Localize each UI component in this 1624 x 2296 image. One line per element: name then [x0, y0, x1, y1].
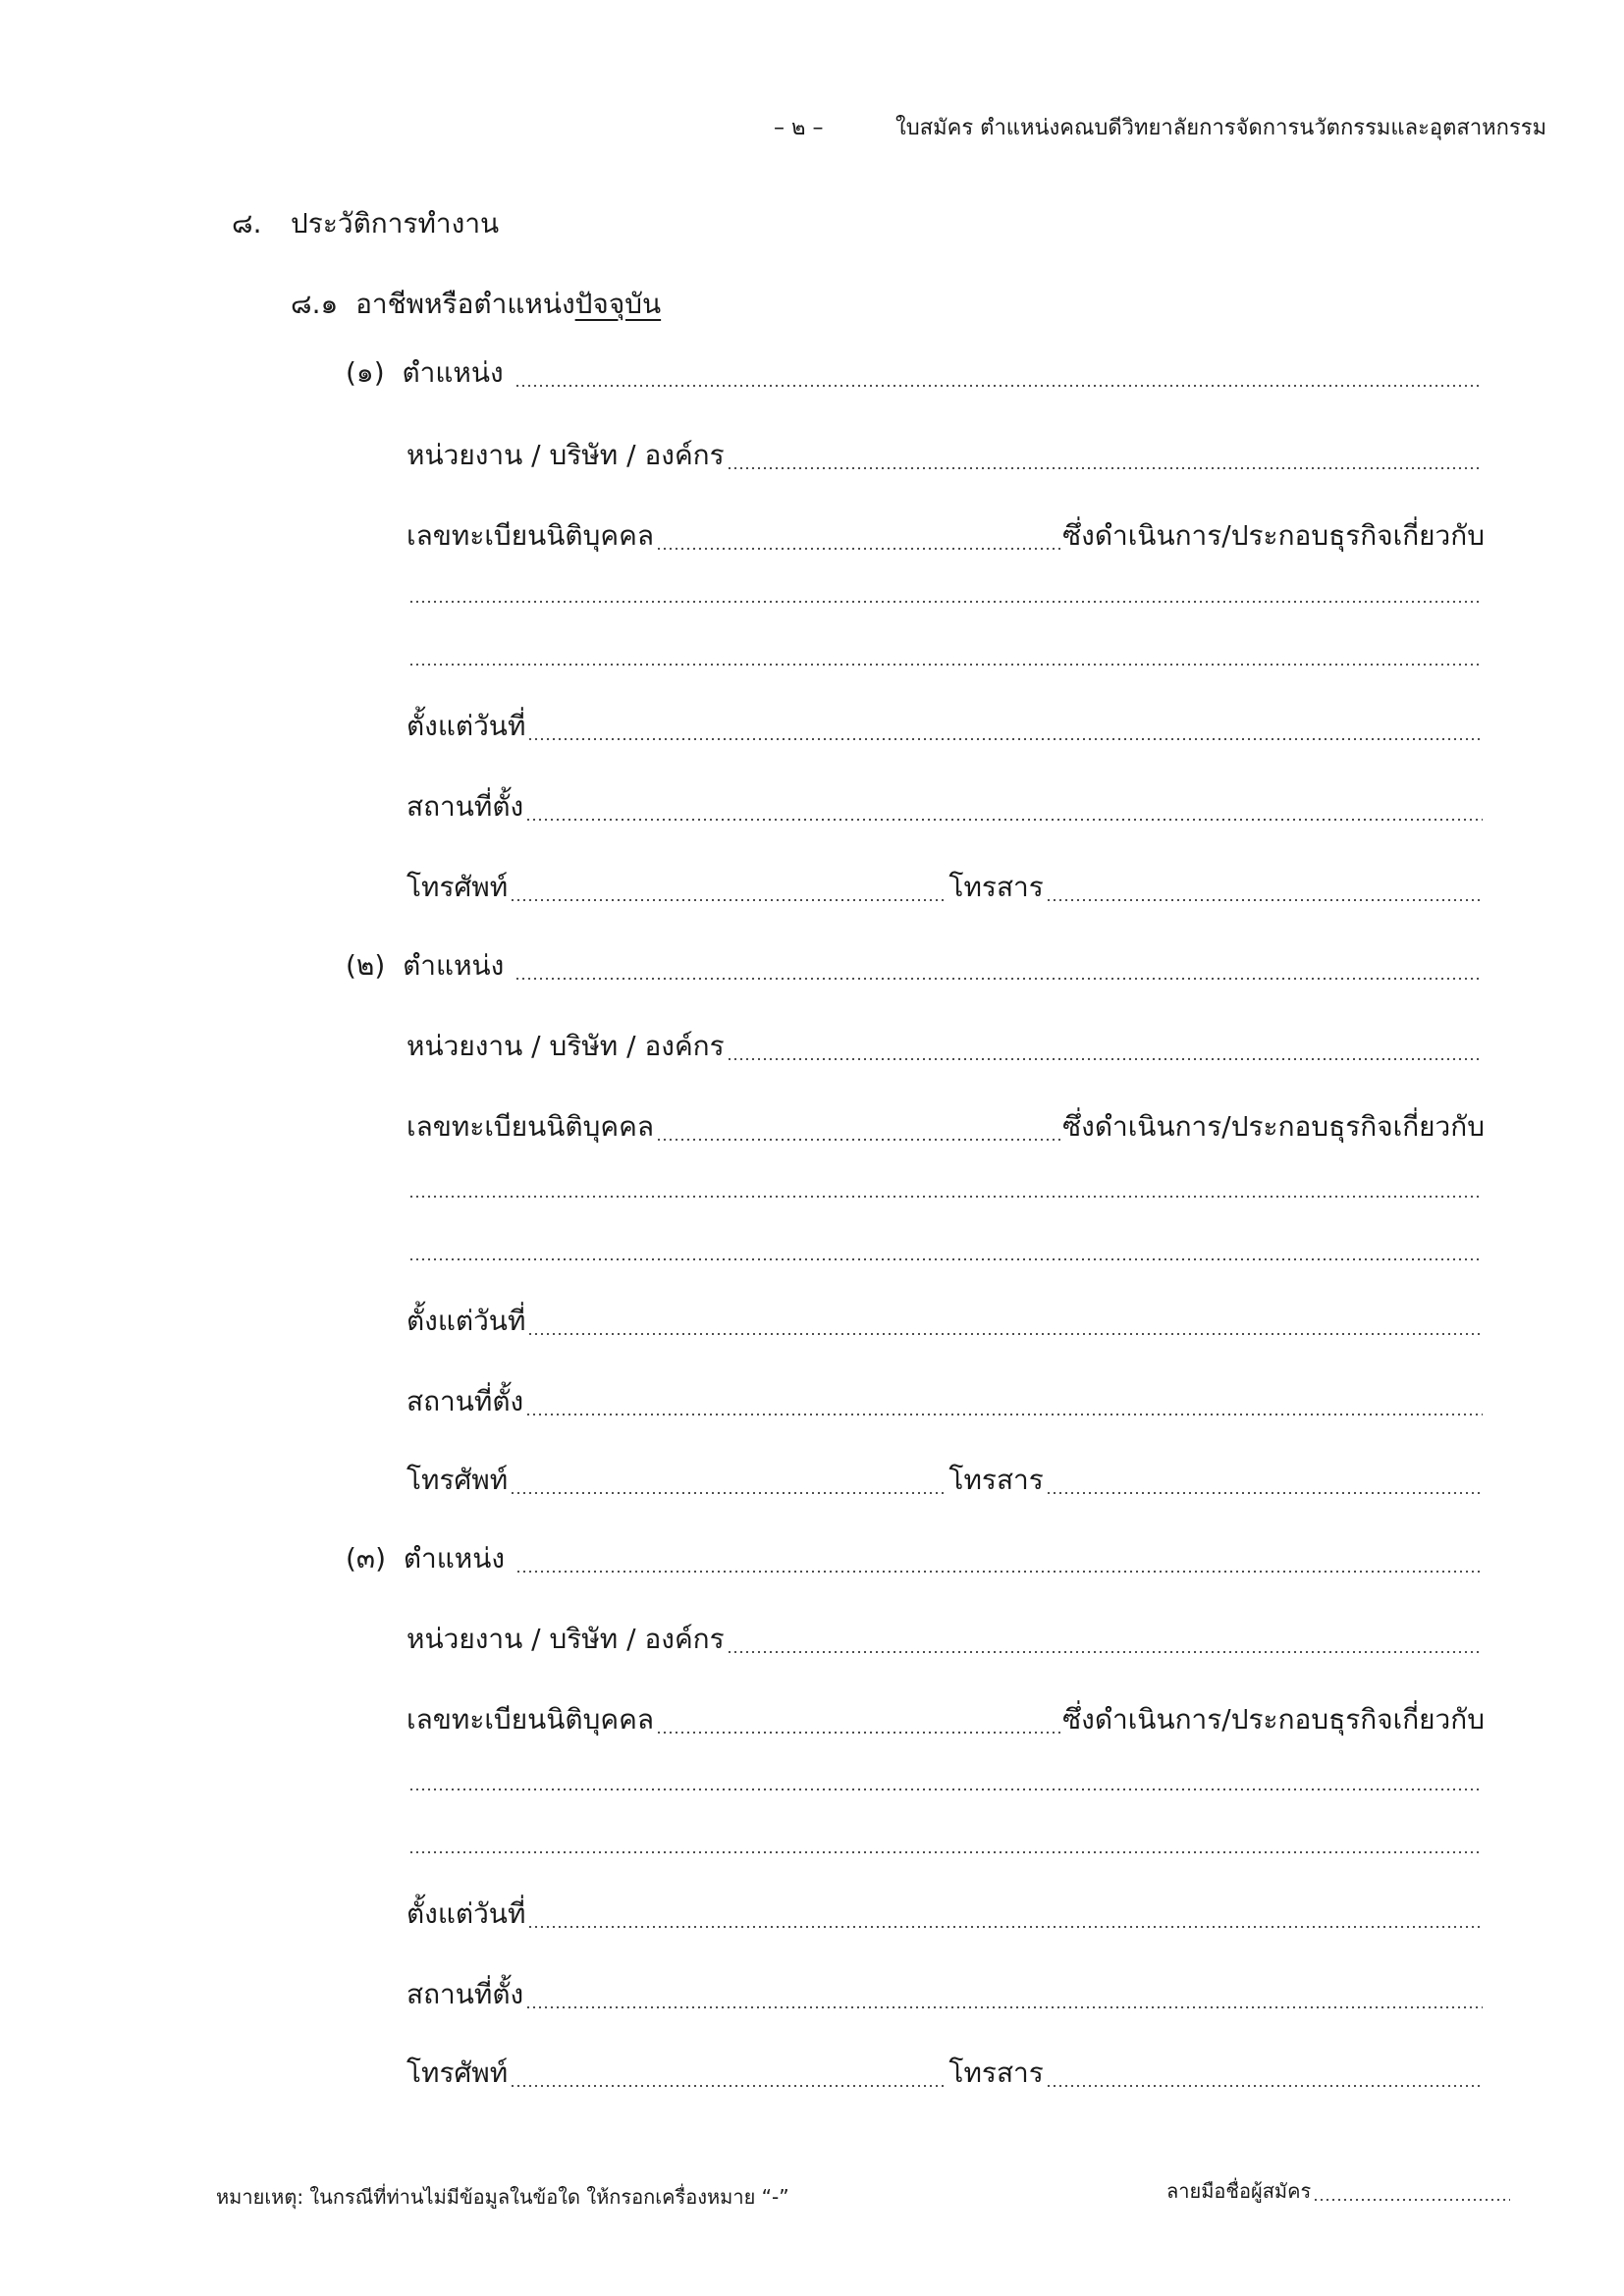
since-date-field[interactable]	[406, 709, 1485, 748]
location-label: สถานที่ตั้ง	[406, 1385, 524, 1417]
registration-field[interactable]	[406, 518, 1485, 558]
position-field[interactable]	[346, 355, 1485, 395]
org-input-line[interactable]	[727, 467, 1483, 469]
signature-field[interactable]	[1166, 2175, 1512, 2207]
org-label: หน่วยงาน / บริษัท / องค์กร	[406, 439, 725, 471]
org-input-line[interactable]	[727, 1058, 1483, 1060]
fax-label: โทรสาร	[948, 2056, 1044, 2089]
position-field[interactable]	[346, 948, 1485, 988]
fax-input-line[interactable]	[1046, 899, 1483, 901]
position-field[interactable]	[346, 1541, 1485, 1580]
since-date-input-line[interactable]	[527, 738, 1483, 740]
phone-input-line[interactable]	[510, 899, 947, 901]
phone-label: โทรศัพท์	[406, 1464, 509, 1496]
registration-input-line[interactable]	[656, 1139, 1060, 1141]
phone-fax-field[interactable]	[406, 2056, 1485, 2095]
fax-label: โทรสาร	[948, 871, 1044, 903]
business-input-line-2[interactable]	[408, 664, 1483, 666]
subsection-number: ๘.๑	[291, 288, 339, 320]
signature-input-line[interactable]	[1313, 2199, 1510, 2201]
org-field[interactable]	[406, 438, 1485, 477]
position-label: ตำแหน่ง	[403, 949, 505, 982]
fax-input-line[interactable]	[1046, 2085, 1483, 2087]
entry-index: (๓)	[346, 1542, 386, 1575]
location-label: สถานที่ตั้ง	[406, 1978, 524, 2010]
location-input-line[interactable]	[525, 2006, 1483, 2008]
location-label: สถานที่ตั้ง	[406, 790, 524, 823]
phone-fax-field[interactable]	[406, 1463, 1485, 1502]
registration-label: เลขทะเบียนนิติบุคคล	[406, 1703, 654, 1735]
since-date-label: ตั้งแต่วันที่	[406, 1305, 526, 1337]
position-input-line[interactable]	[515, 1571, 1483, 1573]
business-label: ซึ่งดำเนินการ/ประกอบธุรกิจเกี่ยวกับ	[1062, 1110, 1485, 1143]
since-date-label: ตั้งแต่วันที่	[406, 710, 526, 742]
registration-label: เลขทะเบียนนิติบุคคล	[406, 1110, 654, 1143]
phone-label: โทรศัพท์	[406, 871, 509, 903]
business-input-line-1[interactable]	[408, 601, 1483, 603]
position-label: ตำแหน่ง	[403, 1542, 506, 1575]
registration-label: เลขทะเบียนนิติบุคคล	[406, 519, 654, 552]
registration-field[interactable]	[406, 1702, 1485, 1741]
since-date-label: ตั้งแต่วันที่	[406, 1897, 526, 1930]
business-label: ซึ่งดำเนินการ/ประกอบธุรกิจเกี่ยวกับ	[1062, 1703, 1485, 1735]
business-input-line-2[interactable]	[408, 1851, 1483, 1853]
business-input-line-1[interactable]	[408, 1789, 1483, 1790]
registration-input-line[interactable]	[656, 1732, 1060, 1734]
phone-input-line[interactable]	[510, 2085, 947, 2087]
phone-label: โทรศัพท์	[406, 2056, 509, 2089]
location-input-line[interactable]	[525, 819, 1483, 821]
document-title: ใบสมัคร ตำแหน่งคณบดีวิทยาลัยการจัดการนวัตกรรมและอุตสาหกรรม	[895, 116, 1547, 140]
org-field[interactable]	[406, 1029, 1485, 1068]
position-input-line[interactable]	[514, 385, 1483, 387]
phone-fax-field[interactable]	[406, 870, 1485, 909]
entry-index: (๑)	[346, 356, 385, 389]
subsection-heading	[291, 283, 661, 326]
entry-index: (๒)	[346, 949, 386, 982]
page-number: – ๒ –	[774, 116, 824, 140]
since-date-input-line[interactable]	[527, 1333, 1483, 1335]
phone-input-line[interactable]	[510, 1492, 947, 1494]
since-date-field[interactable]	[406, 1896, 1485, 1936]
since-date-input-line[interactable]	[527, 1926, 1483, 1928]
subsection-title-prefix: อาชีพหรือตำแหน่ง	[355, 288, 575, 320]
position-input-line[interactable]	[514, 978, 1483, 980]
footer-note: หมายเหตุ: ในกรณีที่ท่านไม่มีข้อมูลในข้อใด ให้กรอกเครื่องหมาย “-”	[216, 2185, 789, 2209]
org-input-line[interactable]	[727, 1651, 1483, 1653]
business-label: ซึ่งดำเนินการ/ประกอบธุรกิจเกี่ยวกับ	[1062, 519, 1485, 552]
fax-input-line[interactable]	[1046, 1492, 1483, 1494]
org-label: หน่วยงาน / บริษัท / องค์กร	[406, 1623, 725, 1655]
business-input-line-2[interactable]	[408, 1258, 1479, 1260]
position-label: ตำแหน่ง	[402, 356, 504, 389]
subsection-title-current: ปัจจุบัน	[574, 288, 662, 320]
fax-label: โทรสาร	[948, 1464, 1044, 1496]
section-number: ๘.	[232, 207, 262, 240]
registration-input-line[interactable]	[656, 548, 1060, 550]
location-field[interactable]	[406, 1977, 1485, 2016]
since-date-field[interactable]	[406, 1304, 1485, 1343]
location-field[interactable]	[406, 789, 1485, 828]
business-input-line-1[interactable]	[408, 1196, 1479, 1198]
location-field[interactable]	[406, 1384, 1485, 1423]
location-input-line[interactable]	[525, 1414, 1483, 1415]
org-field[interactable]	[406, 1622, 1485, 1661]
section-title: ประวัติการทำงาน	[291, 207, 500, 240]
org-label: หน่วยงาน / บริษัท / องค์กร	[406, 1030, 725, 1062]
registration-field[interactable]	[406, 1109, 1485, 1148]
signature-label: ลายมือชื่อผู้สมัคร	[1166, 2179, 1312, 2203]
